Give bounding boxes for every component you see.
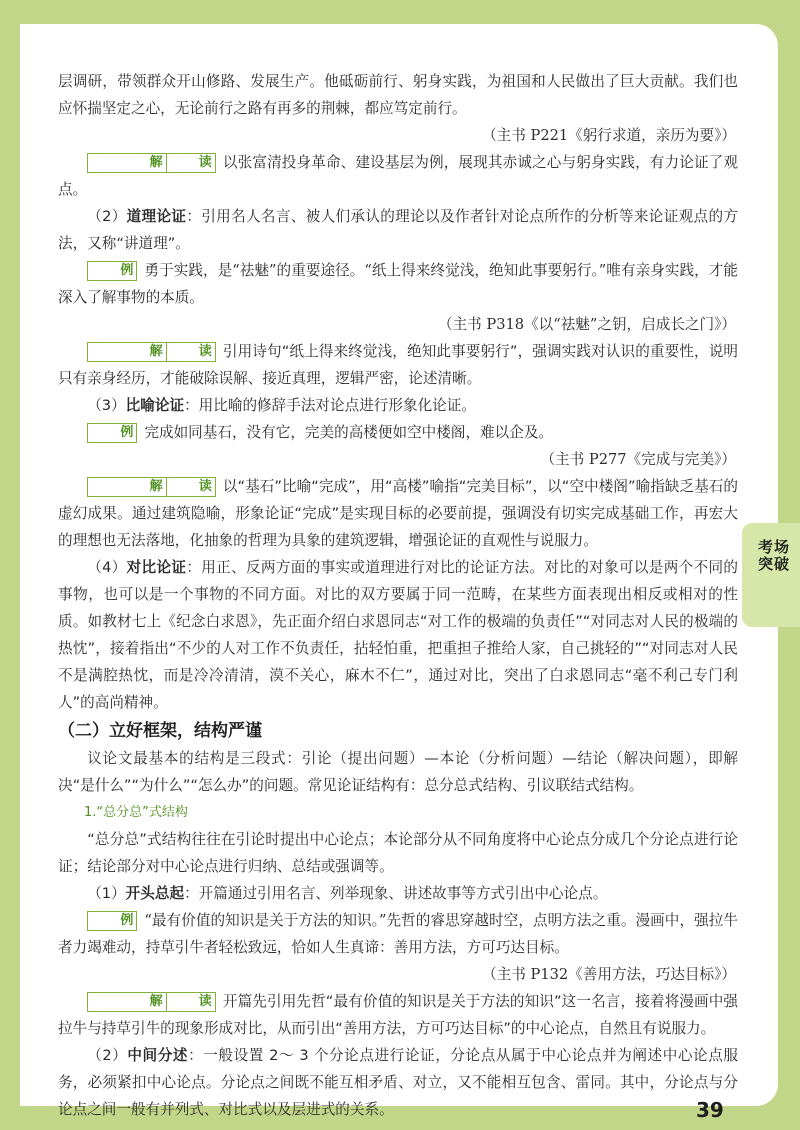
interpretation-tag-char: 读: [166, 993, 215, 1011]
method-keyword: 比喻论证: [125, 397, 185, 414]
interpretation-tag: [87, 153, 216, 173]
interpretation-tag: [87, 342, 216, 362]
interpretation-tag: [87, 992, 216, 1012]
source-citation: （主书 P132《善用方法，巧达目标》）: [482, 966, 736, 983]
method-text: ：一般设置 2～ 3 个分论点进行论证，分论点从属于中心论点并为阐述中心论点服务，必须紧扣中心论点。分论点之间既不能互相矛盾、对立，又不能相互包含、雷同。其中，分论点与分论点之间一般有并列式、对比式以及层进式的关系。: [58, 1047, 738, 1118]
body-paragraph: “总分总”式结构往往在引论时提出中心论点；本论部分从不同角度将中心论点分成几个分论点进行论证；结论部分对中心论点进行归纳、总结或强调等。: [58, 831, 738, 875]
example-text: 勇于实践，是“祛魅”的重要途径。“纸上得来终觉浅，绝知此事要躬行。”唯有亲身实践，才能深入了解事物的本质。: [58, 262, 738, 306]
subsection-heading: 1.“总分总”式结构: [84, 805, 188, 820]
source-citation: （主书 P277《完成与完美》）: [540, 451, 736, 468]
interpretation-tag: [87, 477, 216, 497]
continued-paragraph: 层调研，带领群众开山修路、发展生产。他砥砺前行、躬身实践，为祖国和人民做出了巨大贡献。我们也应怀揣坚定之心，无论前行之路有再多的荆棘，都应笃定前行。: [58, 73, 738, 117]
interpretation-tag-char: 读: [166, 343, 215, 361]
example-text: 完成如同基石，没有它，完美的高楼便如空中楼阁，难以企及。: [144, 424, 554, 441]
method-paragraph: [58, 392, 738, 419]
interpretation-tag-char: 读: [166, 154, 215, 172]
example-paragraph: [58, 907, 738, 961]
method-number: （4）: [87, 559, 127, 576]
method-paragraph: [58, 880, 738, 907]
interpretation-tag-char: 解: [149, 479, 163, 494]
method-number: （2）: [87, 208, 127, 225]
method-paragraph: [58, 1042, 738, 1123]
method-text: ：引用名人名言、被人们承认的理论以及作者针对论点所作的分析等来论证观点的方法，又称“讲道理”。: [58, 208, 738, 252]
method-paragraph: [58, 554, 738, 716]
interpretation-text: 以张富清投身革命、建设基层为例，展现其赤诚之心与躬身实践，有力论证了观点。: [58, 154, 738, 198]
example-paragraph: [58, 257, 738, 311]
method-keyword: 道理论证: [126, 208, 187, 225]
example-paragraph: [58, 419, 738, 446]
example-text: “最有价值的知识是关于方法的知识。”先哲的睿思穿越时空，点明方法之重。漫画中，强拉牛者力竭难动，持草引牛者轻松致远，恰如人生真谛：善用方法，方可巧达目标。: [58, 912, 738, 956]
method-paragraph: [58, 203, 738, 257]
interpretation-paragraph: [58, 149, 738, 203]
interpretation-paragraph: [58, 473, 738, 554]
chapter-side-tab-label: 考场突破: [758, 538, 791, 573]
textbook-page: [20, 24, 778, 1122]
interpretation-paragraph: [58, 338, 738, 392]
example-tag: 例: [87, 261, 137, 281]
source-citation: （主书 P221《躬行求道，亲历为要》）: [482, 127, 736, 144]
method-number: （1）: [87, 885, 126, 902]
chapter-side-tab[interactable]: [742, 523, 800, 627]
source-citation: （主书 P318《以“祛魅”之钥，启成长之门》）: [437, 316, 736, 333]
method-text: ：用正、反两方面的事实或道理进行对比的论证方法。对比的对象可以是两个不同的事物，也可以是一个事物的不同方面。对比的双方要属于同一范畴，在某些方面表现出相反或相对的性质。如教材七上《纪念白求恩》，先正面介绍白求恩同志“对工作的极端的负责任”“对同志对人民的极端的热忱”，接着指出“不少的人对工作不负责任，拈轻怕重，把重担子推给人家，自己挑轻的”“对同志对人民不是满腔热忱，而是冷冷清清，漠不关心，麻木不仁”，通过对比，突出了白求恩同志“毫不利己专门利人”的高尚精神。: [58, 559, 738, 711]
interpretation-tag-char: 读: [166, 478, 215, 496]
interpretation-tag-char: 解: [149, 155, 163, 170]
method-keyword: 对比论证: [126, 559, 187, 576]
page-content: [58, 68, 738, 1123]
section-heading: （二）立好框架，结构严谨: [58, 721, 262, 741]
interpretation-text: 引用诗句“纸上得来终觉浅，绝知此事要躬行”，强调实践对认识的重要性，说明只有亲身经历，才能破除误解、接近真理，逻辑严密，论述清晰。: [58, 343, 738, 387]
method-text: ：用比喻的修辞手法对论点进行形象化论证。: [184, 397, 476, 414]
interpretation-paragraph: [58, 988, 738, 1042]
method-keyword: 开头总起: [125, 885, 185, 902]
page-number: 39: [696, 1098, 724, 1122]
method-text: ：开篇通过引用名言、列举现象、讲述故事等方式引出中心论点。: [184, 885, 608, 902]
example-tag: 例: [87, 423, 137, 443]
method-keyword: 中间分述: [127, 1047, 189, 1064]
body-paragraph: 议论文最基本的结构是三段式：引论（提出问题）—本论（分析问题）—结论（解决问题），即解决“是什么”“为什么”“怎么办”的问题。常见论证结构有：总分总式结构、引议联结式结构。: [58, 750, 738, 794]
example-tag: 例: [87, 911, 137, 931]
method-number: （2）: [87, 1047, 128, 1064]
method-number: （3）: [87, 397, 126, 414]
interpretation-tag-char: 解: [149, 344, 163, 359]
interpretation-tag-char: 解: [149, 994, 163, 1009]
interpretation-text: 以“基石”比喻“完成”，用“高楼”喻指“完美目标”，以“空中楼阁”喻指缺乏基石的虚幻成果。通过建筑隐喻，形象论证“完成”是实现目标的必要前提，强调没有切实完成基础工作，再宏大的理想也无法落地，化抽象的哲理为具象的建筑逻辑，增强论证的直观性与说服力。: [58, 478, 738, 549]
interpretation-text: 开篇先引用先哲“最有价值的知识是关于方法的知识”这一名言，接着将漫画中强拉牛与持草引牛的现象形成对比，从而引出“善用方法，方可巧达目标”的中心论点，自然且有说服力。: [58, 993, 738, 1037]
